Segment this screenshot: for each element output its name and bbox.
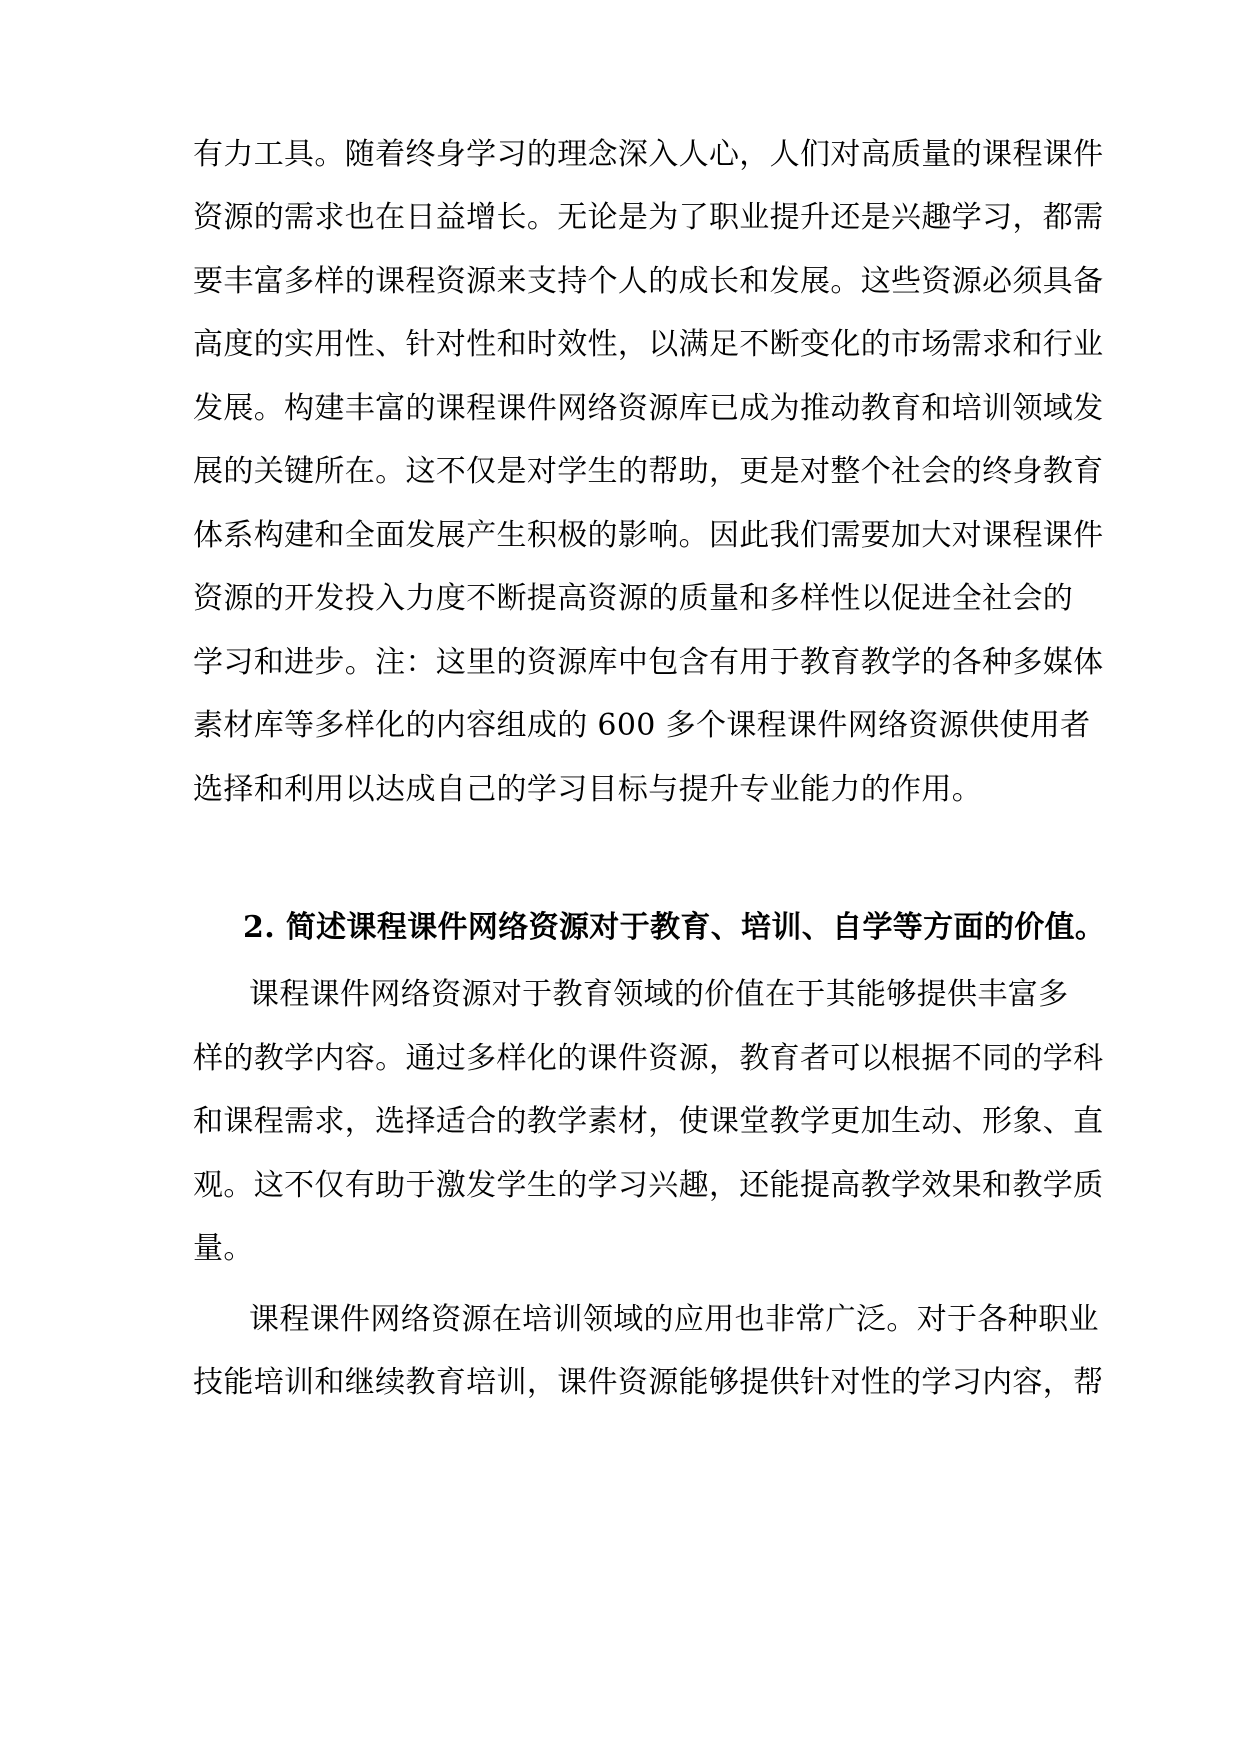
paragraph-3-line: 课程课件网络资源在培训领域的应用也非常广泛。对于各种职业 (249, 1302, 1099, 1337)
paragraph-1-line: 展的关键所在。这不仅是对学生的帮助，更是对整个社会的终身教育 (193, 454, 1104, 489)
paragraph-1-line: 要丰富多样的课程资源来支持个人的成长和发展。这些资源必须具备 (193, 264, 1104, 299)
paragraph-2-line: 量。 (193, 1231, 254, 1266)
paragraph-2-line: 课程课件网络资源对于教育领域的价值在于其能够提供丰富多 (249, 977, 1069, 1012)
paragraph-2-line: 样的教学内容。通过多样化的课件资源，教育者可以根据不同的学科 (193, 1041, 1104, 1076)
paragraph-3-line: 技能培训和继续教育培训，课件资源能够提供针对性的学习内容，帮 (193, 1365, 1104, 1400)
paragraph-1-line: 资源的开发投入力度不断提高资源的质量和多样性以促进全社会的 (193, 581, 1074, 616)
section-heading: 2. 简述课程课件网络资源对于教育、培训、自学等方面的价值。 (243, 910, 1106, 945)
paragraph-1-line: 资源的需求也在日益增长。无论是为了职业提升还是兴趣学习，都需 (193, 200, 1104, 235)
paragraph-1-line: 学习和进步。注：这里的资源库中包含有用于教育教学的各种多媒体 (193, 645, 1104, 680)
paragraph-2-line: 和课程需求，选择适合的教学素材，使课堂教学更加生动、形象、直 (193, 1104, 1104, 1139)
paragraph-2-line: 观。这不仅有助于激发学生的学习兴趣，还能提高教学效果和教学质 (193, 1168, 1104, 1203)
paragraph-1-line: 素材库等多样化的内容组成的 600 多个课程课件网络资源供使用者 (193, 708, 1091, 743)
paragraph-1-line: 选择和利用以达成自己的学习目标与提升专业能力的作用。 (193, 772, 983, 807)
paragraph-1-line: 有力工具。随着终身学习的理念深入人心，人们对高质量的课程课件 (193, 137, 1104, 172)
paragraph-1-line: 发展。构建丰富的课程课件网络资源库已成为推动教育和培训领域发 (193, 391, 1104, 426)
paragraph-1-line: 体系构建和全面发展产生积极的影响。因此我们需要加大对课程课件 (193, 518, 1104, 553)
paragraph-1-line: 高度的实用性、针对性和时效性，以满足不断变化的市场需求和行业 (193, 327, 1104, 362)
